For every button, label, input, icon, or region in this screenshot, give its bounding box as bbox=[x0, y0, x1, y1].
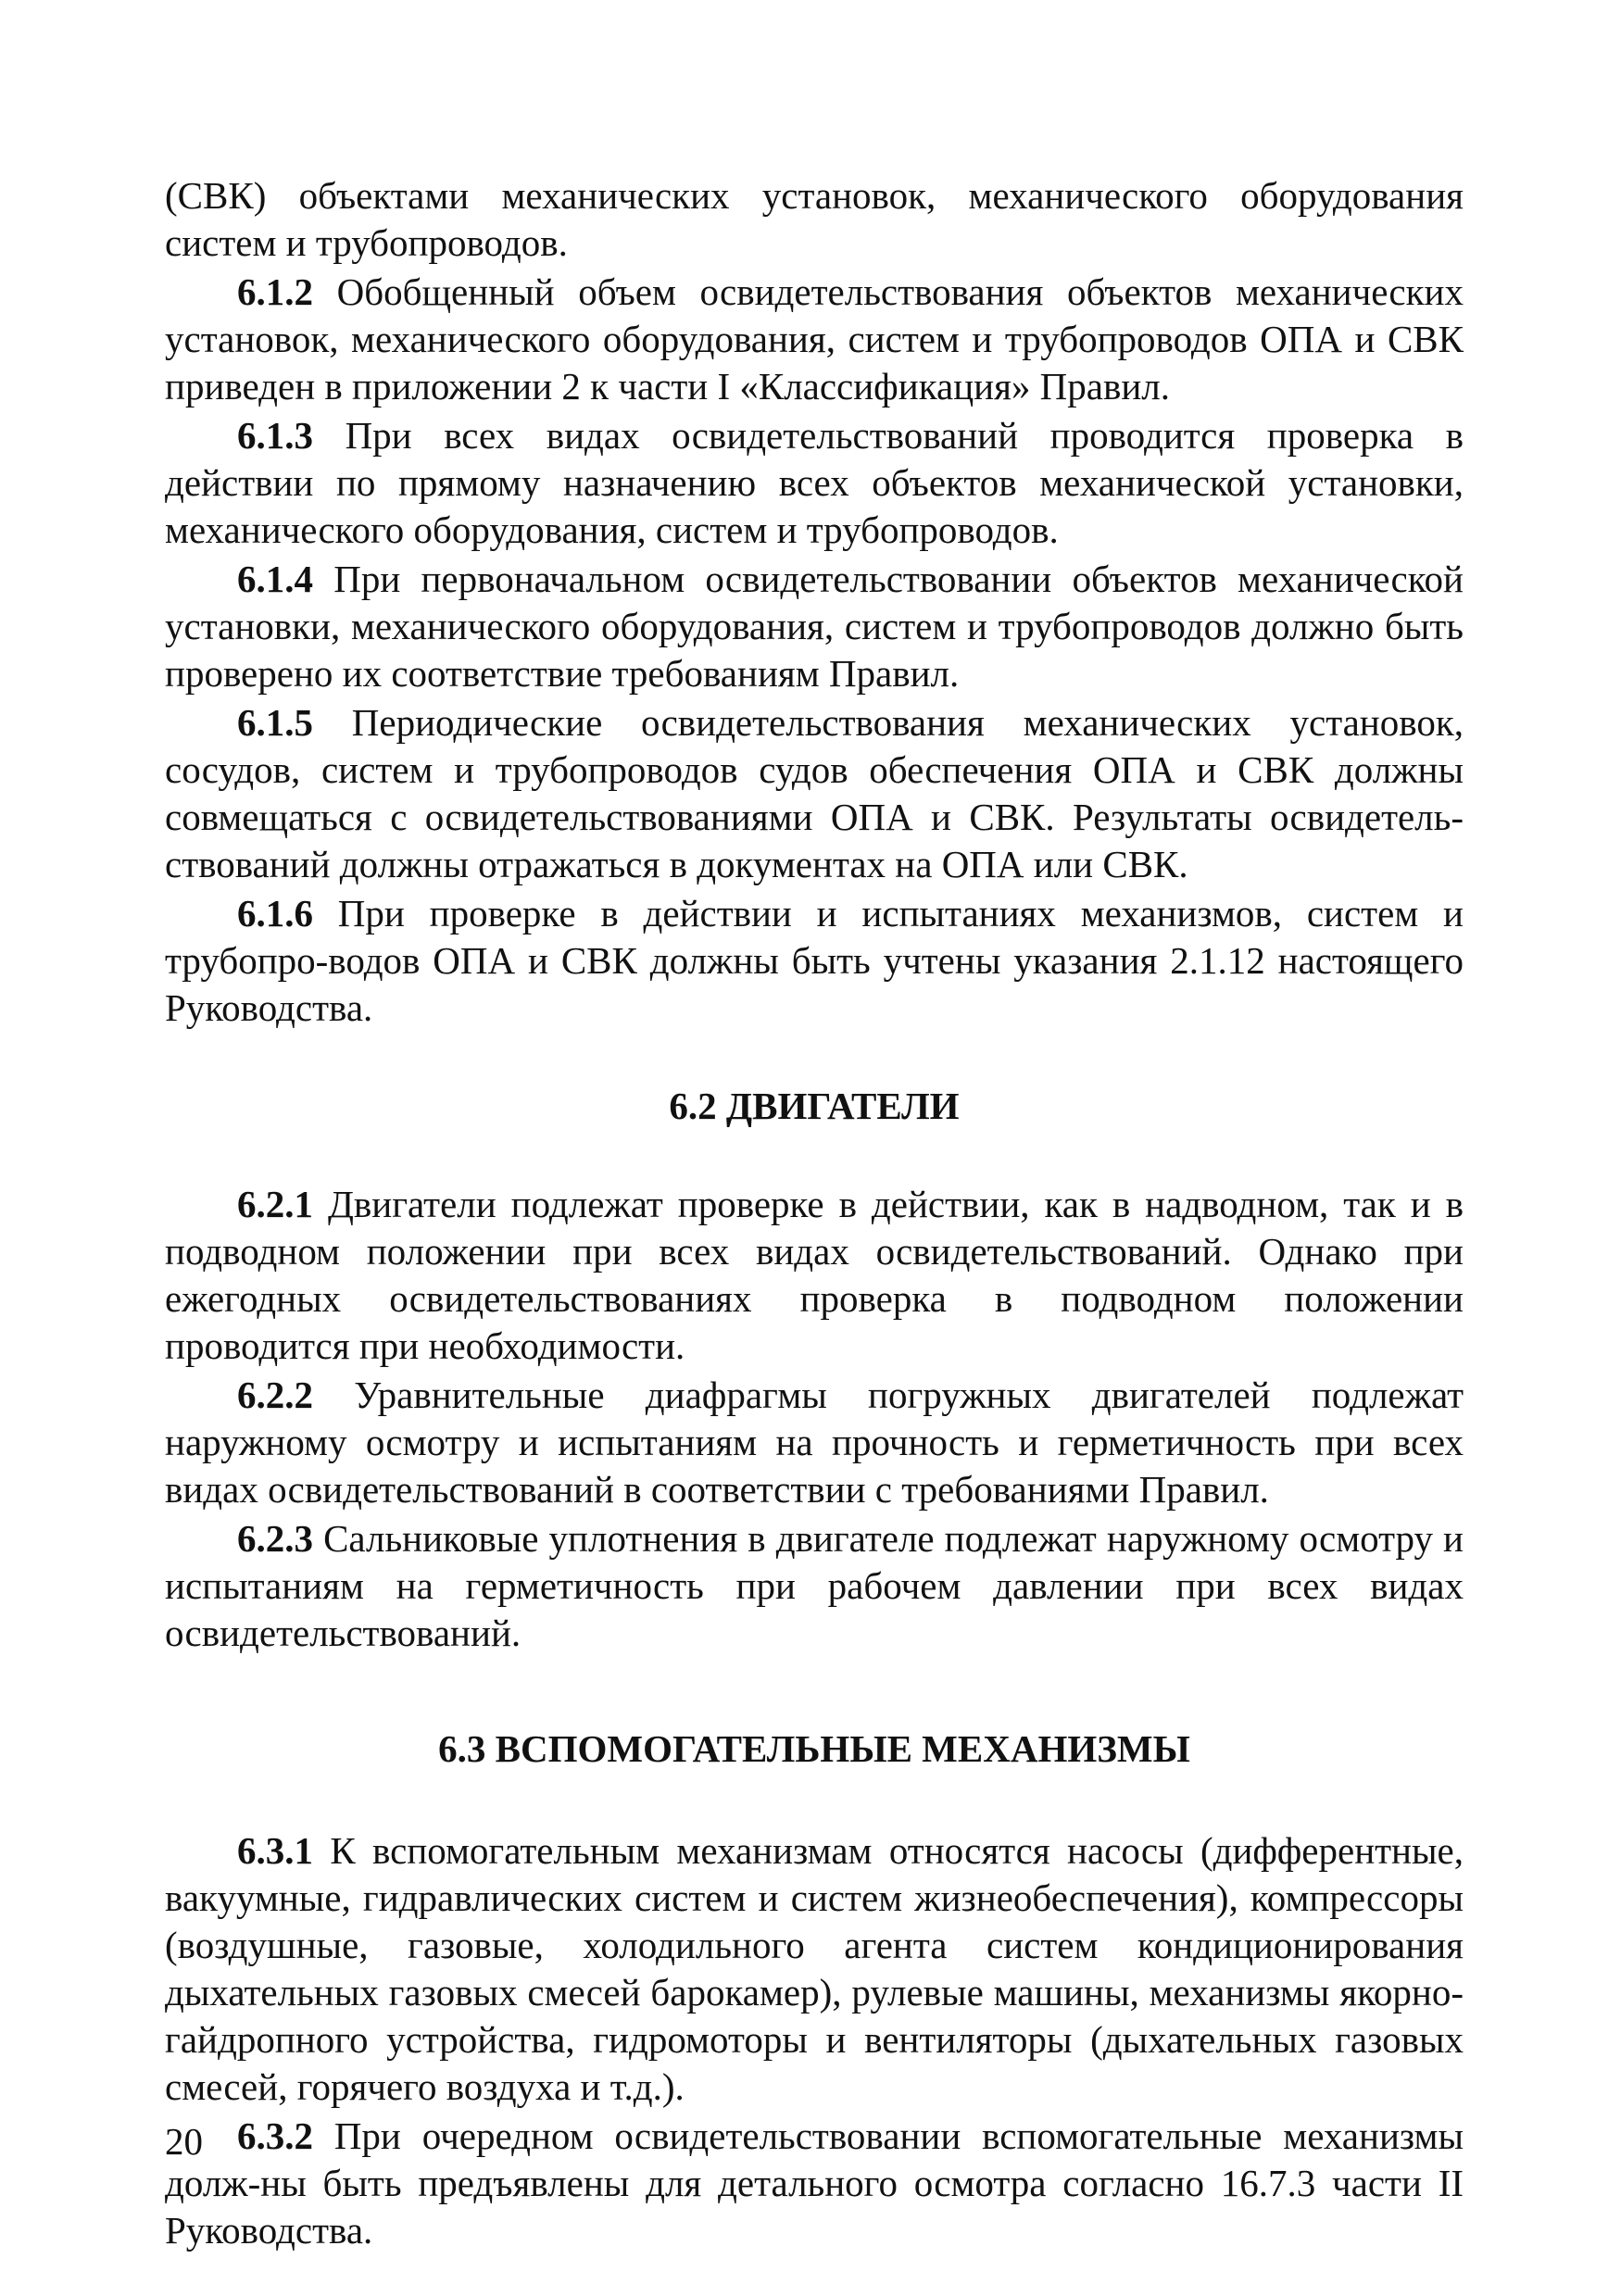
clause-number: 6.1.2 bbox=[237, 270, 313, 313]
paragraph-text: Периодические освидетельствования механических установок, сосудов, систем и трубопроводов судов обеспечения ОПА и СВК должны совмещаться с освидетельствованиями ОПА и СВК. Результаты освидетель-ствований должны отражаться в документах на ОПА или СВК. bbox=[165, 701, 1464, 885]
paragraph-6-3-1 bbox=[165, 1827, 1464, 2111]
paragraph-6-2-2 bbox=[165, 1372, 1464, 1513]
section-6-1-paragraphs bbox=[165, 172, 1464, 1032]
paragraph-6-1-2 bbox=[165, 269, 1464, 410]
paragraph-text: Двигатели подлежат проверке в действии, как в надводном, так и в подводном положении при всех видах освидетельствований. Однако при ежегодных освидетельствованиях проверка в подводном положении проводится при необходимости. bbox=[165, 1183, 1464, 1367]
clause-number: 6.3.2 bbox=[237, 2114, 313, 2157]
page-content bbox=[165, 172, 1464, 2254]
paragraph-text: Уравнительные диафрагмы погружных двигателей подлежат наружному осмотру и испытаниям на прочность и герметичность при всех видах освидетельствований в соответствии с требованиями Правил. bbox=[165, 1374, 1464, 1511]
paragraph-6-1-5 bbox=[165, 699, 1464, 888]
paragraph-continuation bbox=[165, 172, 1464, 267]
clause-number: 6.1.3 bbox=[237, 414, 313, 457]
paragraph-6-1-6 bbox=[165, 890, 1464, 1032]
clause-number: 6.2.3 bbox=[237, 1517, 313, 1560]
section-6-2-paragraphs bbox=[165, 1181, 1464, 1657]
clause-number: 6.2.1 bbox=[237, 1183, 313, 1225]
section-heading-6-3: 6.3 ВСПОМОГАТЕЛЬНЫЕ МЕХАНИЗМЫ bbox=[438, 1727, 1190, 1770]
clause-number: 6.2.2 bbox=[237, 1374, 313, 1416]
paragraph-text: При очередном освидетельствовании вспомогательные механизмы долж-ны быть предъявлены для детального осмотра согласно 16.7.3 части II Руководства. bbox=[165, 2114, 1464, 2252]
paragraph-6-2-1 bbox=[165, 1181, 1464, 1370]
paragraph-text: Обобщенный объем освидетельствования объектов механических установок, механического оборудования, систем и трубопроводов ОПА и СВК приведен в приложении 2 к части I «Классификация» Правил. bbox=[165, 270, 1464, 408]
paragraph-6-2-3 bbox=[165, 1515, 1464, 1657]
paragraph-text: Сальниковые уплотнения в двигателе подлежат наружному осмотру и испытаниям на герметичность при рабочем давлении при всех видах освидетельствований. bbox=[165, 1517, 1464, 1654]
paragraph-text: К вспомогательным механизмам относятся насосы (дифферентные, вакуумные, гидравлических систем и систем жизнеобеспечения), компрессоры (воздушные, газовые, холодильного агента систем кондиционирования дыхательных газовых смесей барокамер), рулевые машины, механизмы якорно-гайдропного устройства, гидромоторы и вентиляторы (дыхательных газовых смесей, горячего воздуха и т.д.). bbox=[165, 1829, 1464, 2108]
clause-number: 6.3.1 bbox=[237, 1829, 313, 1872]
paragraph-6-1-3 bbox=[165, 412, 1464, 554]
page-number: 20 bbox=[165, 2120, 203, 2163]
section-6-3-paragraphs bbox=[165, 1827, 1464, 2254]
section-heading-6-2: 6.2 ДВИГАТЕЛИ bbox=[669, 1085, 960, 1127]
paragraph-text: При всех видах освидетельствований проводится проверка в действии по прямому назначению всех объектов механической установки, механического оборудования, систем и трубопроводов. bbox=[165, 414, 1464, 551]
paragraph-text: (СВК) объектами механических установок, механического оборудования систем и трубопроводов. bbox=[165, 174, 1464, 264]
paragraph-6-1-4 bbox=[165, 556, 1464, 697]
paragraph-text: При первоначальном освидетельствовании объектов механической установки, механического оборудования, систем и трубопроводов должно быть проверено их соответствие требованиям Правил. bbox=[165, 558, 1464, 695]
paragraph-6-3-2 bbox=[165, 2113, 1464, 2254]
clause-number: 6.1.5 bbox=[237, 701, 313, 744]
paragraph-text: При проверке в действии и испытаниях механизмов, систем и трубопро-водов ОПА и СВК должны быть учтены указания 2.1.12 настоящего Руководства. bbox=[165, 892, 1464, 1029]
clause-number: 6.1.6 bbox=[237, 892, 313, 935]
clause-number: 6.1.4 bbox=[237, 558, 313, 600]
